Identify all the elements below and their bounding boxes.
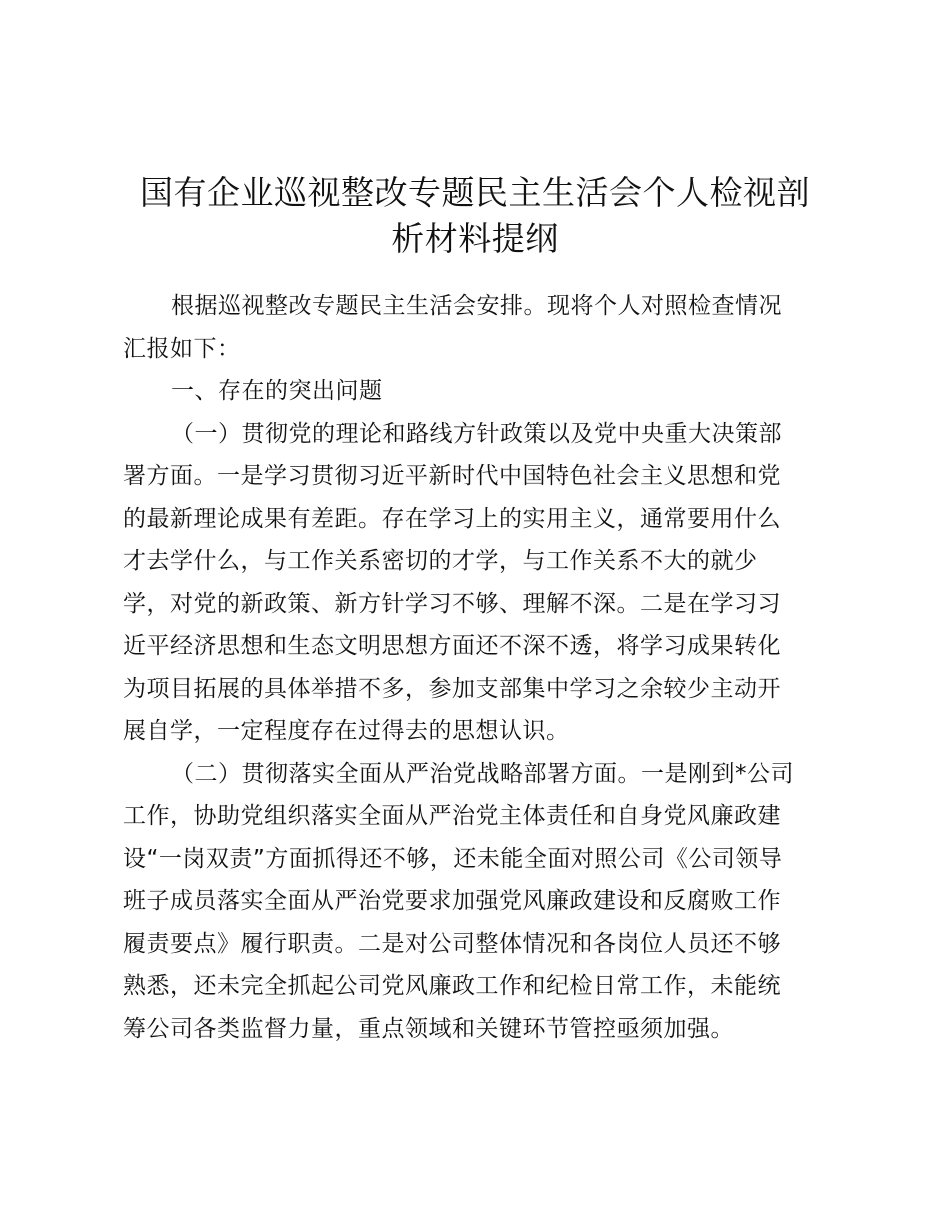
body-line: 汇报如下： [123, 335, 241, 362]
body-line: （二）贯彻落实全面从严治党战略部署方面。一是刚到*公司 [171, 760, 794, 787]
body-line: 班子成员落实全面从严治党要求加强党风廉政建设和反腐败工作 [123, 888, 781, 914]
body-line: 的最新理论成果有差距。存在学习上的实用主义，通常要用什么 [123, 505, 781, 532]
body-line: 工作，协助党组织落实全面从严治党主体责任和自身党风廉政建 [123, 803, 781, 829]
body-line: 履责要点》履行职责。二是对公司整体情况和各岗位人员还不够 [123, 930, 781, 957]
section-heading: 一、存在的突出问题 [171, 378, 383, 404]
title-line: 析材料提纲 [391, 219, 559, 258]
body-line: 筹公司各类监督力量，重点领域和关键环节管控亟须加强。 [123, 1015, 734, 1042]
document-title [120, 170, 830, 262]
body-line: 为项目拓展的具体举措不多，参加支部集中学习之余较少主动开 [123, 675, 781, 702]
body-line: 署方面。一是学习贯彻习近平新时代中国特色社会主义思想和党 [123, 463, 781, 489]
document-body [123, 285, 833, 1050]
body-line: 学，对党的新政策、新方针学习不够、理解不深。二是在学习习 [123, 590, 781, 617]
body-line: 根据巡视整改专题民主生活会安排。现将个人对照检查情况 [171, 293, 782, 319]
body-line: 近平经济思想和生态文明思想方面还不深不透，将学习成果转化 [123, 633, 781, 659]
body-line: （一）贯彻党的理论和路线方针政策以及党中央重大决策部 [171, 420, 782, 447]
body-line: 展自学，一定程度存在过得去的思想认识。 [123, 718, 570, 744]
title-line: 国有企业巡视整改专题民主生活会个人检视剖 [140, 173, 810, 212]
body-line: 设“一岗双责”方面抓得还不够，还未能全面对照公司《公司领导 [123, 845, 783, 872]
body-line: 熟悉，还未完全抓起公司党风廉政工作和纪检日常工作，未能统 [123, 973, 781, 999]
body-line: 才去学什么，与工作关系密切的才学，与工作关系不大的就少 [123, 548, 758, 574]
